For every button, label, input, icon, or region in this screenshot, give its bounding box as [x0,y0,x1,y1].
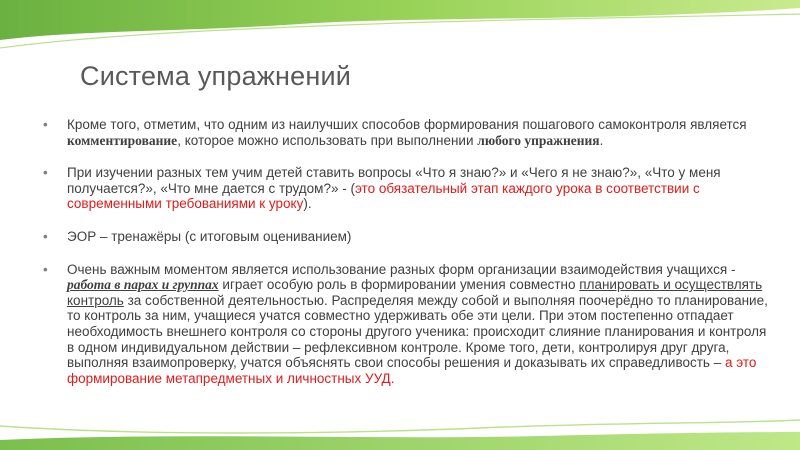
bullet-dot-icon: • [43,261,48,277]
bullet-1-text-middle: , которое можно использовать при выполнении [177,132,478,148]
bullet-4-red-end: а это формирование метапредметных и личностных УУД. [67,355,757,386]
bullet-1-bold-tail: любого упражнения [477,132,600,148]
bullet-item-eor [42,229,777,245]
bullet-4-text-after-underlined: за собственной деятельностью. Распределяя между собой и выполняя поочерёдно то планирование, то контроль за ним, учащиеся учатся совместно удерживать обе эти цели. При этом постепенно отпадает необходимость внешнего контроля со стороны другого ученика: происходит слияние планирования и контроля в одном индивидуальном действии – рефлексивном контроле. Кроме того, дети, контролируя друг друга, выполняя взаимопроверку, учатся объяснять свои способы решения и доказывать их справедливость – [67,292,768,371]
bullet-list [42,117,777,386]
bullet-2-text-end: ). [303,196,312,212]
bullet-dot-icon: • [43,165,48,181]
bullet-dot-icon: • [43,228,48,244]
bullet-item-commenting [42,117,777,148]
bullet-2-text-start: При изучении разных тем учим детей ставить вопросы «Что я знаю?» и «Чего я не знаю?», «Что у меня получается?», «Что мне дается с трудом?» - ( [67,165,721,196]
bullet-item-questions [42,165,777,212]
bullet-4-text-after-bold: играет особую роль в формировании умения совместно [218,277,580,293]
bottom-wave-band [0,432,800,450]
bullet-1-text-end: . [599,132,604,148]
bullet-1-bold-term: комментирование [67,132,178,148]
bullet-2-red-note: это обязательный этап каждого урока в соответствии с современными требованиями к уроку [67,180,700,212]
bullet-1-text-start: Кроме того, отметим, что одним из наилучших способов формирования пошагового самоконтроля является [67,117,747,132]
slide-title: Система упражнений [80,61,352,91]
bullet-4-text-start: Очень важным моментом является использование разных форм организации взаимодействия учащихся - [67,261,736,277]
bullet-4-underlined: планировать и осуществлять контроль [67,277,763,308]
bullet-item-group-work [42,262,777,387]
bullet-4-bold-italic: работа в парах и группах [67,277,219,293]
bottom-wave-line [0,420,800,433]
bullet-dot-icon: • [43,117,48,132]
bullet-3-text: ЭОР – тренажёры (с итоговым оцениванием) [67,228,352,244]
top-wave-band [0,0,800,40]
